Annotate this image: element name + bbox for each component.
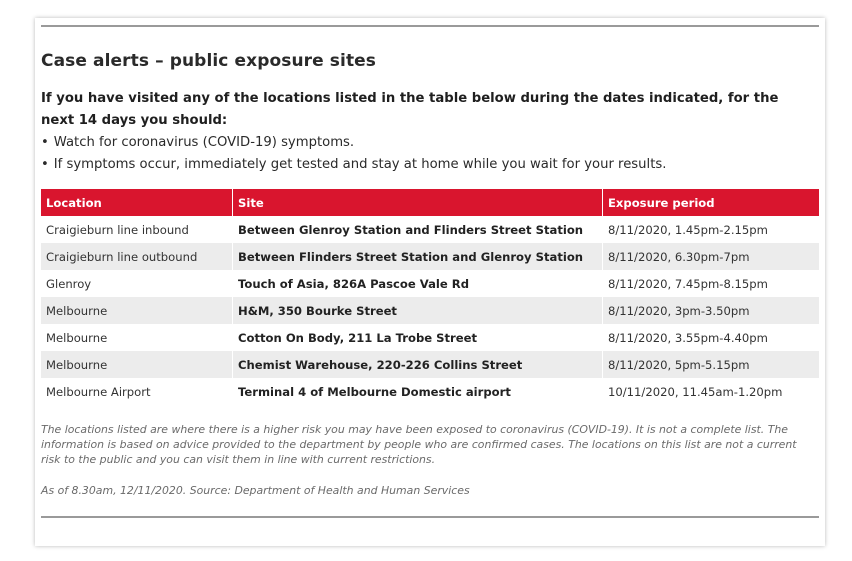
cell-site: Between Glenroy Station and Flinders Street Station	[233, 216, 603, 243]
cell-exposure-period: 10/11/2020, 11.45am-1.20pm	[608, 384, 783, 399]
cell-site: Terminal 4 of Melbourne Domestic airport	[233, 378, 603, 405]
cell-exposure-period: 8/11/2020, 6.30pm-7pm	[603, 243, 819, 270]
table-row	[41, 216, 819, 243]
table-row	[41, 270, 819, 297]
bottom-divider	[41, 516, 819, 518]
cell-site: Cotton On Body, 211 La Trobe Street	[233, 324, 603, 351]
column-header-location: Location	[41, 189, 233, 216]
instruction-item: • Watch for coronavirus (COVID-19) symptoms.	[41, 132, 666, 154]
cell-location: Melbourne Airport	[41, 378, 233, 405]
cell-location: Glenroy	[41, 270, 233, 297]
cell-exposure-period: 8/11/2020, 3.55pm-4.40pm	[608, 330, 768, 345]
top-divider	[41, 25, 819, 27]
instruction-item: • If symptoms occur, immediately get tested and stay at home while you wait for your results.	[41, 154, 666, 176]
case-alerts-title: Case alerts – public exposure sites	[41, 51, 377, 71]
cell-exposure-period: 8/11/2020, 1.45pm-2.15pm	[608, 222, 768, 237]
table-row	[41, 351, 819, 378]
exposure-sites-table	[41, 189, 819, 405]
intro-text: If you have visited any of the locations listed in the table below during the dates indicated, for the next 14 days you should:	[41, 91, 779, 128]
cell-site: Touch of Asia, 826A Pascoe Vale Rd	[233, 270, 603, 297]
case-alerts-card	[35, 18, 825, 546]
cell-location: Craigieburn line inbound	[41, 216, 233, 243]
cell-exposure-period: 8/11/2020, 7.45pm-8.15pm	[608, 276, 768, 291]
source-note: As of 8.30am, 12/11/2020. Source: Department of Health and Human Services	[41, 484, 470, 497]
column-header-exposure-period: Exposure period	[603, 189, 819, 216]
table-header-row	[41, 189, 819, 216]
column-header-site: Site	[233, 189, 603, 216]
table-row	[41, 297, 819, 324]
cell-location: Melbourne	[41, 297, 233, 324]
cell-site: Chemist Warehouse, 220-226 Collins Street	[233, 351, 603, 378]
table-row	[41, 378, 819, 405]
table-row	[41, 324, 819, 351]
cell-exposure-period: 8/11/2020, 3pm-3.50pm	[603, 297, 819, 324]
disclaimer-note: The locations listed are where there is a higher risk you may have been exposed to coronavirus (COVID-19). It is not a complete list. The information is based on advice provided to the department by people who are confirmed cases. The locations on this list are not a current risk to the public and you can visit them in line with current restrictions.	[41, 423, 797, 466]
cell-site: H&M, 350 Bourke Street	[233, 297, 603, 324]
cell-location: Melbourne	[41, 324, 233, 351]
cut-off-background-text	[40, 552, 820, 561]
cell-location: Craigieburn line outbound	[41, 243, 233, 270]
cell-location: Melbourne	[41, 351, 233, 378]
table-row	[41, 243, 819, 270]
cell-site: Between Flinders Street Station and Glenroy Station	[233, 243, 603, 270]
instruction-list	[41, 132, 666, 176]
cell-exposure-period: 8/11/2020, 5pm-5.15pm	[603, 351, 819, 378]
